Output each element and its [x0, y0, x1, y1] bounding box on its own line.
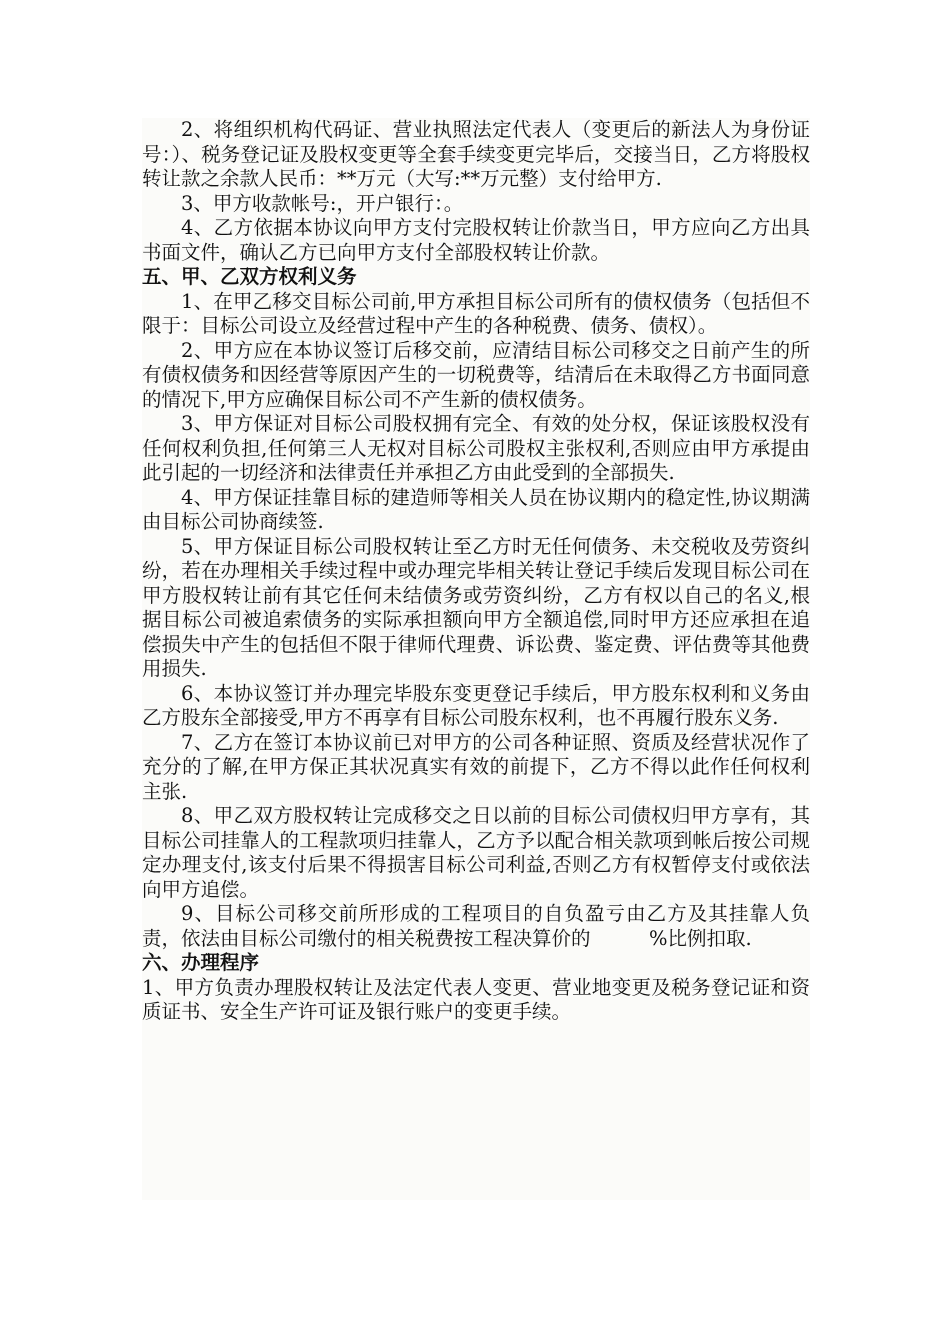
section-heading-rights-obligations: 五、甲、乙双方权利义务	[142, 265, 357, 288]
rights-clause-9-paragraph: 9、目标公司移交前所形成的工程项目的自负盈亏由乙方及其挂靠人负责，依法由目标公司缴付的相关税费按工程决算价的 %比例扣取.	[142, 902, 810, 950]
rights-clause-1-paragraph: 1、在甲乙移交目标公司前,甲方承担目标公司所有的债权债务（包括但不限于：目标公司设立及经营过程中产生的各种税费、债务、债权）。	[142, 289, 810, 337]
rights-clause-3-paragraph: 3、甲方保证对目标公司股权拥有完全、有效的处分权，保证该股权没有任何权利负担,任何第三人无权对目标公司股权主张权利,否则应由甲方承提由此引起的一切经济和法律责任并承担乙方由此受到的全部损失.	[142, 412, 810, 484]
rights-clause-2-paragraph: 2、甲方应在本协议签订后移交前，应清结目标公司移交之日前产生的所有债权债务和因经营等原因产生的一切税费等，结清后在未取得乙方书面同意的情况下,甲方应确保目标公司不产生新的债权债务。	[142, 338, 810, 411]
clause-3-paragraph: 3、甲方收款帐号:，开户银行：。	[181, 191, 464, 215]
rights-clause-5-paragraph: 5、甲方保证目标公司股权转让至乙方时无任何债务、未交税收及劳资纠纷，若在办理相关手续过程中或办理完毕相关转让登记手续后发现目标公司在甲方股权转让前有其它任何未结债务或劳资纠纷，乙方有权以自己的名义,根据目标公司被追索债务的实际承担额向甲方全额追偿,同时甲方还应承担在追偿损失中产生的包括但不限于律师代理费、诉讼费、鉴定费、评估费等其他费用损失.	[142, 534, 810, 680]
document-page	[142, 118, 810, 1200]
rights-clause-6-paragraph: 6、本协议签订并办理完毕股东变更登记手续后，甲方股东权利和义务由乙方股东全部接受,甲方不再享有目标公司股东权利，也不再履行股东义务.	[142, 681, 810, 729]
rights-clause-8-paragraph: 8、甲乙双方股权转让完成移交之日以前的目标公司债权归甲方享有，其目标公司挂靠人的工程款项归挂靠人，乙方予以配合相关款项到帐后按公司规定办理支付,该支付后果不得损害目标公司利益,否则乙方有权暂停支付或依法向甲方追偿。	[142, 804, 810, 901]
procedure-clause-1-paragraph: 1、甲方负责办理股权转让及法定代表人变更、营业地变更及税务登记证和资质证书、安全生产许可证及银行账户的变更手续。	[142, 975, 810, 1023]
section-heading-procedure: 六、办理程序	[142, 951, 260, 974]
rights-clause-4-paragraph: 4、甲方保证挂靠目标的建造师等相关人员在协议期内的稳定性,协议期满由目标公司协商续签.	[142, 485, 810, 533]
clause-4-paragraph: 4、乙方依据本协议向甲方支付完股权转让价款当日，甲方应向乙方出具书面文件，确认乙方已向甲方支付全部股权转让价款。	[142, 216, 810, 264]
rights-clause-7-paragraph: 7、乙方在签订本协议前已对甲方的公司各种证照、资质及经营状况作了充分的了解,在甲方保正其状况真实有效的前提下，乙方不得以此作任何权利主张.	[142, 730, 810, 803]
clause-2-paragraph: 2、将组织机构代码证、营业执照法定代表人（变更后的新法人为身份证号：）、税务登记证及股权变更等全套手续变更完毕后，交接当日，乙方将股权转让款之余款人民币：**万元（大写:**万元整）支付给甲方.	[142, 118, 810, 190]
